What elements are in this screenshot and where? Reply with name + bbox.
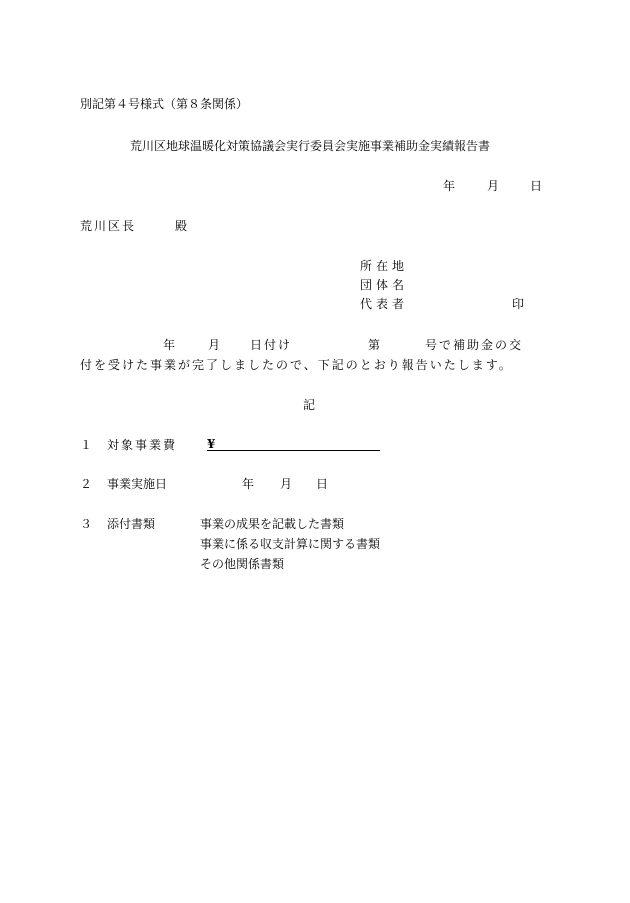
body-line2: 付を受けた事業が完了しましたので、下記のとおり報告いたします。 — [80, 358, 513, 372]
item-2-number: ２ — [80, 477, 93, 491]
date-month: 月 — [487, 179, 500, 193]
item-1-number: １ — [80, 438, 93, 452]
body-month: 月 — [208, 338, 221, 352]
ki-heading: 記 — [303, 398, 316, 412]
address-label: 所在地 — [360, 259, 409, 273]
date-day: 日 — [530, 179, 543, 193]
item-3-number: ３ — [80, 517, 93, 531]
seal-mark: 印 — [512, 297, 525, 311]
item-3-label: 添付書類 — [107, 517, 156, 531]
item-2-year: 年 — [242, 477, 255, 491]
representative-label: 代表者 — [360, 297, 409, 311]
item-2-day: 日 — [316, 477, 329, 491]
form-number: 別記第４号様式（第８条関係） — [80, 97, 249, 111]
item-2-month: 月 — [280, 477, 293, 491]
body-line1-tail: 号で補助金の交 — [425, 338, 524, 352]
document-title: 荒川区地球温暖化対策協議会実行委員会実施事業補助金実績報告書 — [130, 139, 491, 153]
amount-underline — [207, 450, 380, 451]
attachment-item: 事業に係る収支計算に関する書類 — [200, 537, 381, 551]
body-year: 年 — [163, 338, 176, 352]
item-2-label: 事業実施日 — [107, 477, 168, 491]
addressee-honorific: 殿 — [175, 219, 188, 233]
date-year: 年 — [443, 179, 456, 193]
group-name-label: 団体名 — [360, 278, 409, 292]
addressee-name: 荒川区長 — [80, 219, 137, 233]
body-date-suffix: 日付け — [250, 338, 293, 352]
body-number-prefix: 第 — [368, 338, 381, 352]
yen-sign: ¥ — [207, 437, 216, 451]
item-1-label: 対象事業費 — [107, 438, 178, 452]
attachment-item: 事業の成果を記載した書類 — [200, 517, 345, 531]
attachment-item: その他関係書類 — [200, 557, 285, 571]
